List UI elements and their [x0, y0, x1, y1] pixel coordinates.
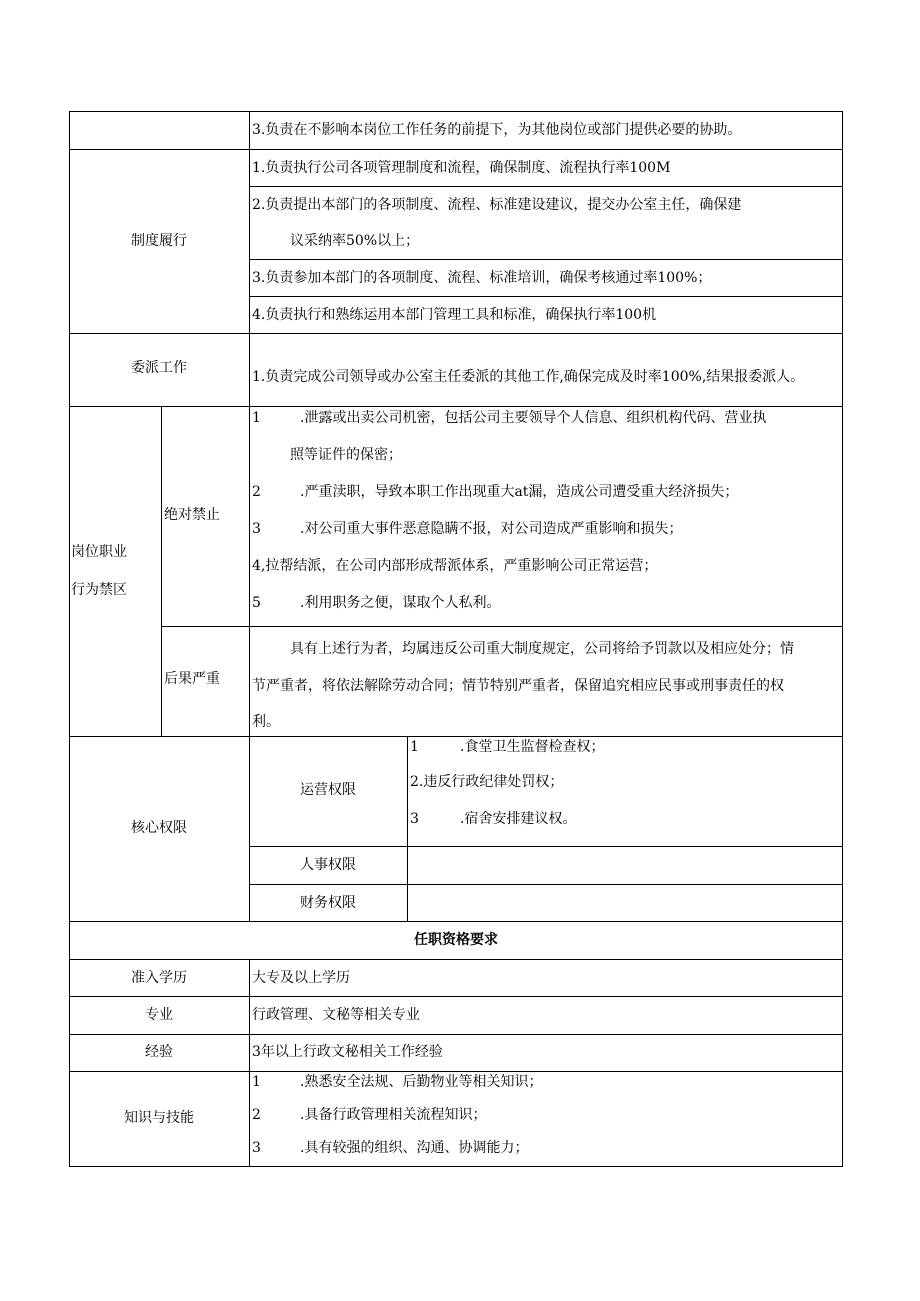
- column-divider: [407, 736, 408, 921]
- column-divider: [161, 406, 162, 736]
- skills-item-num: 1: [252, 1074, 261, 1090]
- education-label: 准入学历: [131, 970, 187, 986]
- system-label: 制度履行: [131, 233, 187, 249]
- skills-item-text: .具备行政管理相关流程知识；: [300, 1107, 487, 1123]
- skills-label: 知识与技能: [124, 1110, 194, 1126]
- consequence-line-1: 具有上述行为者，均属违反公司重大制度规定，公司将给予罚款以及相应处分；情: [290, 641, 794, 657]
- system-item-2-cont: 议采纳率50%以上；: [290, 233, 420, 249]
- skills-item-num: 3: [252, 1140, 261, 1156]
- consequence-line-2: 节严重者，将依法解除劳动合同；情节特别严重者，保留追究相应民事或刑事责任的权: [252, 678, 784, 694]
- row-divider: [69, 149, 843, 150]
- coordinate-item-3: 3.负责在不影响本岗位工作任务的前提下，为其他岗位或部门提供必要的协助。: [252, 122, 742, 138]
- finance-authority-label: 财务权限: [300, 895, 356, 911]
- row-divider: [249, 296, 843, 297]
- absolute-item-text: .利用职务之便，谋取个人私利。: [300, 595, 501, 611]
- forbidden-label-line1: 岗位职业: [71, 544, 127, 560]
- row-divider: [161, 626, 843, 627]
- row-divider: [249, 846, 843, 847]
- ops-item-text: 2.违反行政纪律处罚权；: [410, 774, 564, 790]
- forbidden-label-line2: 行为禁区: [71, 582, 127, 598]
- absolute-item-text: .严重渎职，导致本职工作出现重大at漏，造成公司遭受重大经济损失；: [300, 484, 739, 500]
- absolute-forbidden-label: 绝对禁止: [164, 507, 220, 523]
- row-divider: [69, 959, 843, 960]
- row-divider: [249, 884, 843, 885]
- absolute-item-num: 1: [252, 410, 261, 426]
- ops-item-text: .宿舍安排建议权。: [460, 811, 577, 827]
- absolute-item-num: 3: [252, 521, 261, 537]
- system-item-4: 4.负责执行和熟练运用本部门管理工具和标准，确保执行率100机: [252, 307, 657, 323]
- assigned-label: 委派工作: [131, 360, 187, 376]
- major-label: 专业: [145, 1007, 173, 1023]
- experience-value: 3年以上行政文秘相关工作经验: [252, 1044, 443, 1060]
- skills-item-num: 2: [252, 1107, 261, 1123]
- ops-authority-label: 运营权限: [300, 782, 356, 798]
- consequence-label: 后果严重: [164, 671, 220, 687]
- absolute-item-text: .泄露或出卖公司机密，包括公司主要领导个人信息、组织机构代码、营业执: [300, 410, 767, 426]
- ops-item-text: .食堂卫生监督检查权；: [460, 739, 605, 755]
- consequence-line-3: 利。: [252, 714, 280, 730]
- row-divider: [69, 406, 843, 407]
- ops-item-num: 1: [410, 739, 419, 755]
- absolute-item-num: 5: [252, 595, 261, 611]
- authority-label: 核心权限: [131, 820, 187, 836]
- row-divider: [69, 921, 843, 922]
- major-value: 行政管理、文秘等相关专业: [252, 1007, 420, 1023]
- row-divider: [249, 259, 843, 260]
- system-item-3: 3.负责参加本部门的各项制度、流程、标准培训，确保考核通过率100%；: [252, 270, 712, 286]
- hr-authority-label: 人事权限: [300, 857, 356, 873]
- row-divider: [249, 186, 843, 187]
- skills-item-text: .熟悉安全法规、后勤物业等相关知识；: [300, 1074, 543, 1090]
- system-item-2: 2.负责提出本部门的各项制度、流程、标准建设建议，提交办公室主任，确保建: [252, 197, 742, 213]
- absolute-item-text: 照等证件的保密；: [290, 447, 402, 463]
- row-divider: [69, 736, 843, 737]
- absolute-item-num: 2: [252, 484, 261, 500]
- qualification-header: 任职资格要求: [414, 932, 498, 948]
- column-divider: [249, 111, 250, 921]
- absolute-item-text: .对公司重大事件恶意隐瞒不报，对公司造成严重影响和损失；: [300, 521, 683, 537]
- assigned-text: 1.负责完成公司领导或办公室主任委派的其他工作,确保完成及时率100%,结果报委派人。: [252, 369, 805, 385]
- row-divider: [69, 1034, 843, 1035]
- row-divider: [69, 1071, 843, 1072]
- row-divider: [69, 333, 843, 334]
- row-divider: [69, 996, 843, 997]
- absolute-item-text: 4,拉帮结派，在公司内部形成帮派体系，严重影响公司正常运营；: [252, 558, 658, 574]
- ops-item-num: 3: [410, 811, 419, 827]
- column-divider: [249, 959, 250, 1167]
- system-item-1: 1.负责执行公司各项管理制度和流程，确保制度、流程执行率100M: [252, 160, 671, 176]
- experience-label: 经验: [145, 1044, 173, 1060]
- education-value: 大专及以上学历: [252, 970, 350, 986]
- skills-item-text: .具有较强的组织、沟通、协调能力；: [300, 1140, 529, 1156]
